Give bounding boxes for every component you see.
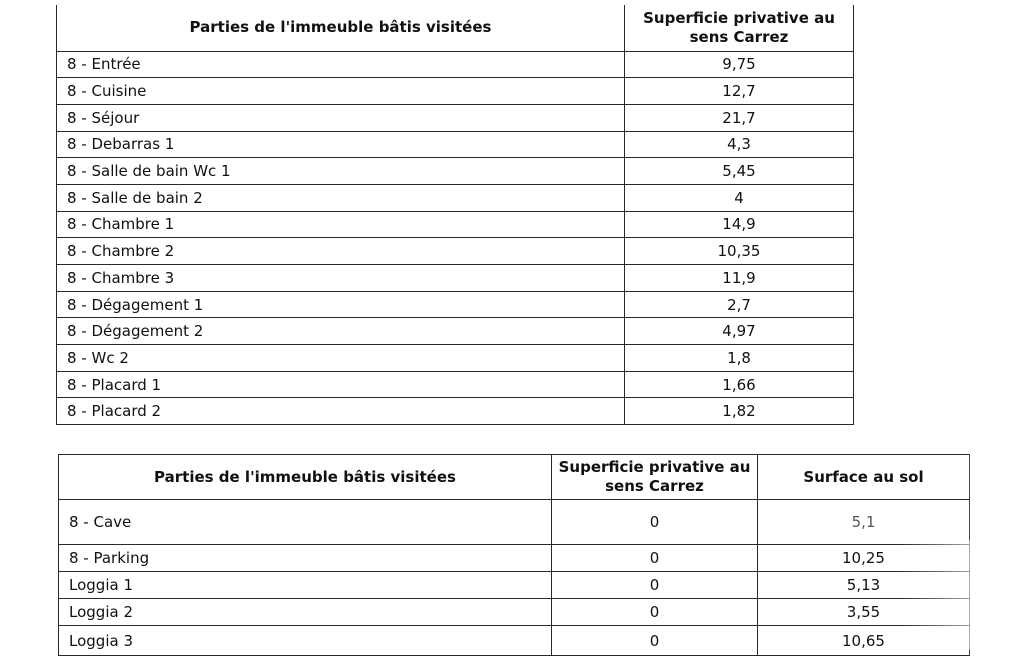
carrez-area: 1,66 xyxy=(625,371,854,398)
room-name: 8 - Salle de bain Wc 1 xyxy=(57,158,625,185)
header-superficie-carrez: Superficie privative au sens Carrez xyxy=(625,5,854,51)
room-name: 8 - Wc 2 xyxy=(57,345,625,372)
carrez-area: 11,9 xyxy=(625,265,854,292)
header-surface-au-sol: Surface au sol xyxy=(758,455,970,500)
room-name: 8 - Séjour xyxy=(57,104,625,131)
table-row xyxy=(57,398,854,425)
room-name: 8 - Chambre 1 xyxy=(57,211,625,238)
room-name: Loggia 2 xyxy=(59,599,552,626)
table-row xyxy=(59,545,970,572)
carrez-table xyxy=(56,5,854,425)
table-row xyxy=(57,238,854,265)
room-name: 8 - Placard 2 xyxy=(57,398,625,425)
table-row xyxy=(57,78,854,105)
room-name: 8 - Debarras 1 xyxy=(57,131,625,158)
table-row xyxy=(57,131,854,158)
carrez-area: 14,9 xyxy=(625,211,854,238)
room-name: 8 - Entrée xyxy=(57,51,625,78)
room-name: 8 - Cave xyxy=(59,500,552,545)
table-row xyxy=(57,184,854,211)
carrez-area: 4 xyxy=(625,184,854,211)
header-parties: Parties de l'immeuble bâtis visitées xyxy=(57,5,625,51)
room-name: 8 - Parking xyxy=(59,545,552,572)
table-row xyxy=(57,51,854,78)
carrez-area: 0 xyxy=(552,599,758,626)
carrez-area: 0 xyxy=(552,626,758,656)
table-row xyxy=(57,158,854,185)
table-row xyxy=(59,500,970,545)
carrez-area: 9,75 xyxy=(625,51,854,78)
room-name: 8 - Placard 1 xyxy=(57,371,625,398)
table-header-row xyxy=(59,455,970,500)
room-name: Loggia 1 xyxy=(59,572,552,599)
room-name: 8 - Dégagement 1 xyxy=(57,291,625,318)
carrez-area: 4,3 xyxy=(625,131,854,158)
room-name: 8 - Chambre 2 xyxy=(57,238,625,265)
room-name: 8 - Chambre 3 xyxy=(57,265,625,292)
table-header-row xyxy=(57,5,854,51)
room-name: Loggia 3 xyxy=(59,626,552,656)
floor-area: 10,25 xyxy=(758,545,970,572)
carrez-area: 21,7 xyxy=(625,104,854,131)
header-parties: Parties de l'immeuble bâtis visitées xyxy=(59,455,552,500)
floor-area: 3,55 xyxy=(758,599,970,626)
table-row xyxy=(57,318,854,345)
room-name: 8 - Salle de bain 2 xyxy=(57,184,625,211)
table-row xyxy=(57,371,854,398)
annex-surfaces-table xyxy=(58,454,970,656)
floor-area: 5,1 xyxy=(758,500,970,545)
table-row xyxy=(57,265,854,292)
carrez-area: 0 xyxy=(552,545,758,572)
table-row xyxy=(57,211,854,238)
carrez-area: 0 xyxy=(552,500,758,545)
header-superficie-carrez: Superficie privative au sens Carrez xyxy=(552,455,758,500)
carrez-area: 4,97 xyxy=(625,318,854,345)
table-row xyxy=(59,572,970,599)
table-row xyxy=(57,291,854,318)
carrez-area: 1,82 xyxy=(625,398,854,425)
floor-area: 10,65 xyxy=(758,626,970,656)
carrez-area: 12,7 xyxy=(625,78,854,105)
carrez-area: 5,45 xyxy=(625,158,854,185)
room-name: 8 - Cuisine xyxy=(57,78,625,105)
carrez-area: 1,8 xyxy=(625,345,854,372)
carrez-area: 0 xyxy=(552,572,758,599)
carrez-area: 10,35 xyxy=(625,238,854,265)
carrez-area: 2,7 xyxy=(625,291,854,318)
table-row xyxy=(59,599,970,626)
floor-area: 5,13 xyxy=(758,572,970,599)
table-row xyxy=(59,626,970,656)
table-row xyxy=(57,104,854,131)
room-name: 8 - Dégagement 2 xyxy=(57,318,625,345)
table-row xyxy=(57,345,854,372)
